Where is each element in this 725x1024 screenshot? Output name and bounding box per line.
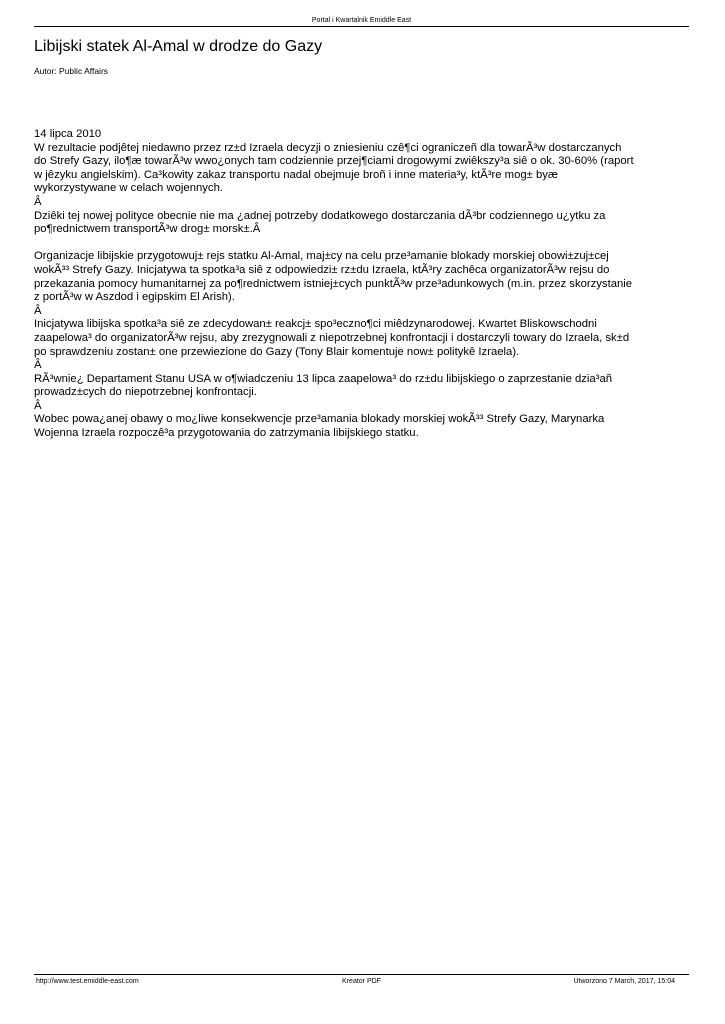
paragraph-spacer	[34, 237, 689, 251]
paragraph-1: W rezultacie podjêtej niedawno przez rz±d Izraela decyzji o zniesieniu czê¶ci ograniczeñ dla towarÃ³w dostarczanych do Strefy Gazy, ilo¶æ towarÃ³w wwo¿onych tam codziennie przej¶ciami drogowymi zwiêkszy³a siê o ok. 30-60% (raport w jêzyku angielskim). Ca³kowity zakaz transportu nadal obejmuje broñ i inne materia³y, ktÃ³re mog± byæ wykorzystywane w celach wojennych. Â	[34, 141, 634, 208]
article-title: Libijski statek Al-Amal w drodze do Gazy	[34, 38, 323, 55]
paragraph-6: Wobec powa¿anej obawy o mo¿liwe konsekwencje prze³amania blokady morskiej wokÃ³³ Strefy Gazy, Marynarka Wojenna Izraela rozpoczê³a przygotowania do zatrzymania libijskiego statku.	[34, 413, 605, 440]
paragraph-5: RÃ³wnie¿ Departament Stanu USA w o¶wiadczeniu 13 lipca zaapelowa³ do rz±du libijskiego o zaprzestanie dzia³añ prowadz±cych do niepotrzebnej konfrontacji. Â	[34, 372, 613, 412]
article-body	[34, 128, 689, 441]
paragraph-3: Organizacje libijskie przygotowuj± rejs statku Al-Amal, maj±cy na celu prze³amanie blokady morskiej obowi±zuj±cej wokÃ³³ Strefy Gazy. Inicjatywa ta spotka³a siê z odpowiedzi± rz±du Izraela, ktÃ³ry zachêca organizatorÃ³w rejsu do przekazania pomocy humanitarnej za po¶rednictwem istniej±cych punktÃ³w prze³adunkowych (m.in. przez skorzystanie z portÃ³w w Aszdod i egipskim El Arish). Â	[34, 250, 633, 317]
footer-generator: Kreator PDF	[342, 978, 381, 985]
page-header	[34, 0, 689, 27]
page-footer	[34, 974, 689, 990]
author-line: Autor: Public Affairs	[34, 66, 109, 76]
footer-url: http://www.test.emiddle-east.com	[36, 978, 139, 985]
site-name: Portal i Kwartalnik Emiddle East	[311, 17, 412, 24]
paragraph-2: Dziêki tej nowej polityce obecnie nie ma ¿adnej potrzeby dodatkowego dostarczania dÃ³br codziennego u¿ytku za po¶rednictwem transportÃ³w drog± morsk±.Â	[34, 209, 606, 236]
article-date: 14 lipca 2010	[34, 128, 102, 140]
paragraph-4: Inicjatywa libijska spotka³a siê ze zdecydowan± reakcj± spo³eczno¶ci miêdzynarodowej. Kwartet Bliskowschodni zaapelowa³ do organizatorÃ³w rejsu, aby zrezygnowali z niepotrzebnej konfrontacji i dostarczyli towary do Izraela, sk±d po sprawdzeniu zostan± one przewiezione do Gazy (Tony Blair komentuje now± politykê Izraela). Â	[34, 318, 630, 372]
footer-created-date: Utworzono 7 March, 2017, 15:04	[573, 978, 675, 985]
